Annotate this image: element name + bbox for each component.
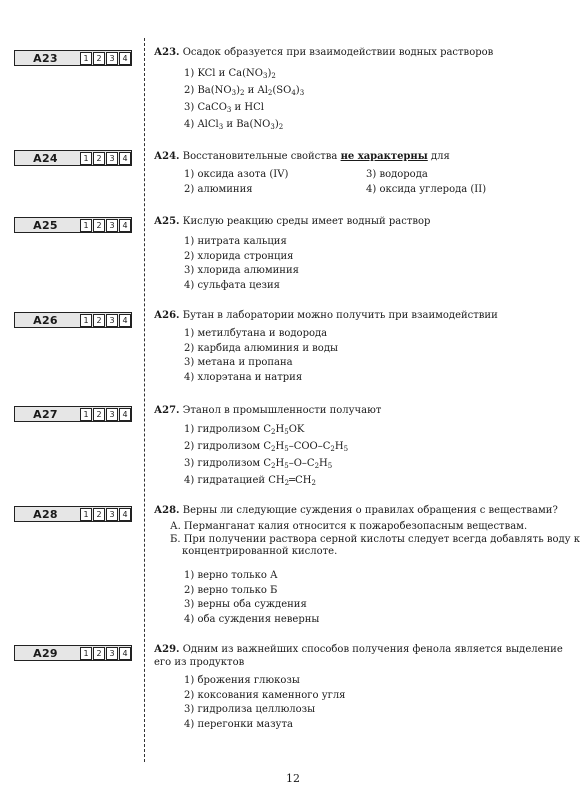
answer-box-2[interactable]: 2	[93, 408, 105, 421]
question-number: А24.	[154, 151, 180, 162]
answer-box-3[interactable]: 3	[106, 314, 118, 327]
option-a23-1: 1) KCl и $Ca(NO_3)_2$	[184, 68, 276, 80]
answer-box-4[interactable]: 4	[119, 314, 131, 327]
answer-box-4[interactable]: 4	[119, 408, 131, 421]
answer-box-3[interactable]: 3	[106, 408, 118, 421]
option-a23-3: 3) CaCO$_3$ и HCl	[184, 102, 264, 114]
question-code: A25	[33, 218, 58, 232]
answer-box-2[interactable]: 2	[93, 152, 105, 165]
answer-box-3[interactable]: 3	[106, 508, 118, 521]
answer-box-1[interactable]: 1	[80, 219, 92, 232]
answer-box-1[interactable]: 1	[80, 508, 92, 521]
question-a29	[154, 643, 574, 669]
question-text: Этанол в промышленности получают	[182, 405, 382, 416]
answer-box-3[interactable]: 3	[106, 52, 118, 65]
question-text: Верны ли следующие суждения о правилах обращения с веществами?	[182, 505, 558, 516]
option-a24-2: 2) алюминия	[184, 184, 253, 195]
answer-label-a29	[14, 645, 132, 661]
question-text-end: для	[427, 151, 450, 162]
option-a29-3: 3) гидролиза целлюлозы	[184, 704, 316, 715]
option-a27-3: 3) гидролизом $C_2H_5-O-C_2H_5$	[184, 458, 333, 470]
question-code: A28	[33, 507, 58, 521]
answer-box-1[interactable]: 1	[80, 52, 92, 65]
question-number: А28.	[154, 505, 180, 516]
question-code: A29	[33, 646, 58, 660]
page-number: 12	[286, 772, 300, 785]
question-number: А25.	[154, 216, 180, 227]
answer-label-a25	[14, 217, 132, 233]
answer-label-a24	[14, 150, 132, 166]
answer-box-2[interactable]: 2	[93, 647, 105, 660]
answer-label-a28	[14, 506, 132, 522]
option-a23-4: 4) AlCl$_3$ и $Ba(NO_3)_2$	[184, 119, 284, 131]
option-a26-2: 2) карбида алюминия и воды	[184, 343, 338, 354]
option-a23-2: 2) $Ba(NO_3)_2$ и $Al_2(SO_4)_3$	[184, 85, 305, 97]
answer-label-a23	[14, 50, 132, 66]
answer-box-4[interactable]: 4	[119, 52, 131, 65]
question-number: А26.	[154, 310, 180, 321]
option-a29-1: 1) брожения глюкозы	[184, 675, 300, 686]
question-a28	[154, 504, 574, 517]
answer-box-2[interactable]: 2	[93, 508, 105, 521]
answer-box-4[interactable]: 4	[119, 647, 131, 660]
option-a26-3: 3) метана и пропана	[184, 357, 293, 368]
question-code: A24	[33, 151, 58, 165]
answer-box-3[interactable]: 3	[106, 219, 118, 232]
question-text: Одним из важнейших способов получения фенола является выделение его из продуктов	[154, 644, 563, 668]
question-number: А27.	[154, 405, 180, 416]
answer-box-4[interactable]: 4	[119, 219, 131, 232]
option-a25-2: 2) хлорида стронция	[184, 251, 294, 262]
option-a26-4: 4) хлорэтана и натрия	[184, 372, 303, 383]
question-emphasis: не характерны	[340, 151, 428, 162]
option-a29-4: 4) перегонки мазута	[184, 719, 293, 730]
question-text: Восстановительные свойства	[182, 151, 341, 162]
answer-box-2[interactable]: 2	[93, 219, 105, 232]
option-a24-4: 4) оксида углерода (II)	[366, 184, 487, 195]
question-text: Осадок образуется при взаимодействии водных растворов	[182, 47, 494, 58]
question-number: А29.	[154, 644, 180, 655]
answer-label-a27	[14, 406, 132, 422]
option-a28-1: 1) верно только А	[184, 570, 278, 581]
option-a24-1: 1) оксида азота (IV)	[184, 169, 289, 180]
answer-box-2[interactable]: 2	[93, 52, 105, 65]
option-a24-3: 3) водорода	[366, 169, 428, 180]
option-a28-3: 3) верны оба суждения	[184, 599, 307, 610]
option-a25-1: 1) нитрата кальция	[184, 236, 287, 247]
answer-box-4[interactable]: 4	[119, 508, 131, 521]
question-a24	[154, 150, 574, 163]
statement-b: Б. При получении раствора серной кислоты следует всегда добавлять воду к концентрированной кислоте.	[170, 534, 580, 557]
option-a25-3: 3) хлорида алюминия	[184, 265, 299, 276]
question-code: A27	[33, 407, 58, 421]
option-a28-2: 2) верно только Б	[184, 585, 278, 596]
question-a23	[154, 46, 574, 59]
answer-box-3[interactable]: 3	[106, 647, 118, 660]
option-a25-4: 4) сульфата цезия	[184, 280, 280, 291]
question-code: A26	[33, 313, 58, 327]
cut-line	[144, 38, 145, 762]
question-a25	[154, 215, 574, 228]
answer-box-1[interactable]: 1	[80, 152, 92, 165]
answer-box-4[interactable]: 4	[119, 152, 131, 165]
option-a27-1: 1) гидролизом $C_2H_5OK$	[184, 424, 305, 436]
option-a27-2: 2) гидролизом $C_2H_5-COO-C_2H_5$	[184, 441, 349, 453]
answer-box-1[interactable]: 1	[80, 408, 92, 421]
answer-box-2[interactable]: 2	[93, 314, 105, 327]
option-a29-2: 2) коксования каменного угля	[184, 690, 346, 701]
answer-box-1[interactable]: 1	[80, 647, 92, 660]
question-text: Кислую реакцию среды имеет водный раствор	[182, 216, 431, 227]
option-a27-4: 4) гидратацией $CH_2═CH_2$	[184, 475, 316, 487]
statement-a: А. Перманганат калия относится к пожаробезопасным веществам.	[170, 521, 528, 532]
question-code: A23	[33, 51, 58, 65]
option-a26-1: 1) метилбутана и водорода	[184, 328, 328, 339]
question-number: А23.	[154, 47, 180, 58]
answer-box-1[interactable]: 1	[80, 314, 92, 327]
question-text: Бутан в лаборатории можно получить при взаимодействии	[182, 310, 498, 321]
option-a28-4: 4) оба суждения неверны	[184, 614, 320, 625]
question-a26	[154, 309, 574, 322]
question-a27	[154, 404, 574, 417]
answer-box-3[interactable]: 3	[106, 152, 118, 165]
answer-label-a26	[14, 312, 132, 328]
